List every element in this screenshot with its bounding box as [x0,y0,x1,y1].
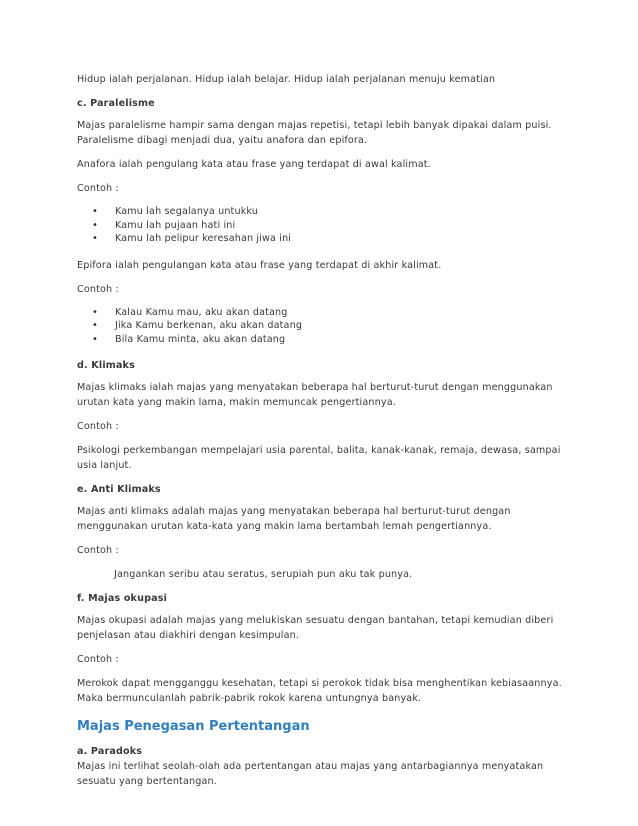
antiklimaks-heading: e. Anti Klimaks [77,484,161,495]
example-label: Contoh : [77,283,119,295]
intro-text: Hidup ialah perjalanan. Hidup ialah belajar. Hidup ialah perjalanan menuju kematian [77,74,496,85]
antiklimaks-description: Majas anti klimaks adalah majas yang menyatakan beberapa hal berturut-turut dengan menggunakan urutan kata-kata yang makin lama bertambah lemah pengertiannya. [77,506,511,532]
example-label: Contoh : [77,545,119,556]
list-item-text: Jika Kamu berkenan, aku akan datang [115,320,303,331]
list-item-text: Bila Kamu minta, aku akan datang [115,333,286,345]
list-item [77,205,567,219]
paradoks-heading: a. Paradoks [77,746,143,757]
okupasi-example: Merokok dapat mengganggu kesehatan, tetapi si perokok tidak bisa menghentikan kebiasaannya. Maka bermunculanlah pabrik-pabrik rokok karena untungnya banyak. [77,678,562,704]
list-item-text: Kalau Kamu mau, aku akan datang [115,306,288,318]
klimaks-description: Majas klimaks ialah majas yang menyatakan beberapa hal berturut-turut dengan menggunakan urutan kata yang makin lama, makin memuncak pengertiannya. [77,382,553,408]
klimaks-example: Psikologi perkembangan mempelajari usia parental, balita, kanak-kanak, remaja, dewasa, sampai usia lanjut. [77,445,561,471]
example-label: Contoh : [77,654,119,665]
list-item [77,232,567,246]
list-item [77,219,567,233]
bullet-icon: • [92,306,99,318]
list-item-text: Kamu lah pujaan hati ini [115,219,236,231]
bullet-icon: • [92,320,99,331]
epifora-description: Epifora ialah pengulangan kata atau frase yang terdapat di akhir kalimat. [77,259,442,271]
anafora-example-list [77,205,567,246]
example-label: Contoh : [77,421,119,432]
okupasi-description: Majas okupasi adalah majas yang melukiskan sesuatu dengan bantahan, tetapi kemudian diberi penjelasan atau diakhiri dengan kesimpulan. [77,615,554,641]
antiklimaks-example: Jangankan seribu atau seratus, serupiah pun aku tak punya. [114,569,413,580]
bullet-icon: • [92,233,99,244]
list-item-text: Kamu lah pelipur keresahan jiwa ini [115,233,292,244]
document-page [77,72,567,798]
klimaks-heading: d. Klimaks [77,360,135,371]
list-item [77,333,567,347]
bullet-icon: • [92,206,99,217]
list-item [77,319,567,333]
paralelisme-description: Majas paralelisme hampir sama dengan majas repetisi, tetapi lebih banyak dipakai dalam puisi. Paralelisme dibagi menjadi dua, yaitu anafora dan epifora. [77,120,552,146]
paralelisme-heading: c. Paralelisme [77,98,155,109]
bullet-icon: • [92,219,99,231]
epifora-example-list [77,306,567,347]
okupasi-heading: f. Majas okupasi [77,593,168,604]
paradoks-description: Majas ini terlihat seolah-olah ada pertentangan atau majas yang antarbagiannya menyatakan sesuatu yang bertentangan. [77,761,544,787]
list-item [77,306,567,320]
example-label: Contoh : [77,183,119,194]
section-title: Majas Penegasan Pertentangan [77,719,310,734]
anafora-description: Anafora ialah pengulang kata atau frase yang terdapat di awal kalimat. [77,159,431,170]
list-item-text: Kamu lah segalanya untukku [115,206,259,217]
bullet-icon: • [92,333,99,345]
